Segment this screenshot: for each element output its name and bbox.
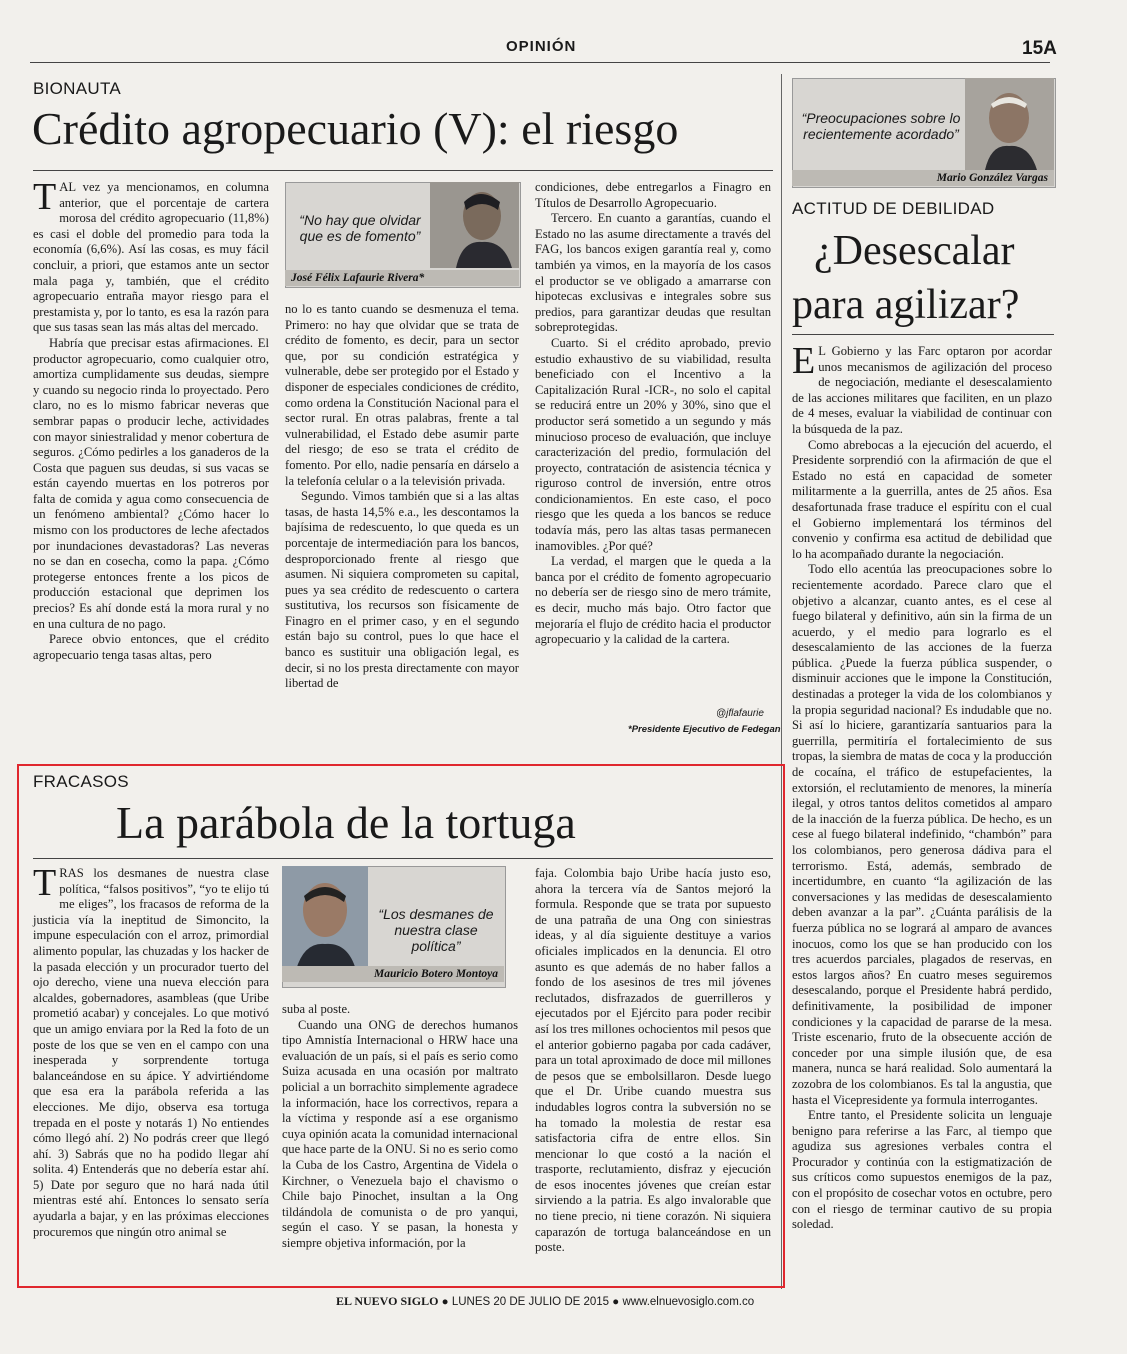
article3-rule <box>33 858 773 859</box>
paragraph: Cuarto. Si el crédito aprobado, previo estudio exhaustivo de su viabilidad, resulta beneficiado con el Incentivo a la Capitalización Rural -ICR-, no solo el capital se reducirá entre un 20% y 30%, sino que el productor será sometido a un segundo y más minucioso proceso de evaluación, que incluye caracterización del predio, formulación del proyecto, contratación de asistencia técnica y riguroso control de inversión, entre otros condicionamientos. En este caso, el poco riesgo que les queda a los bancos se reduce todavía más, pero las altas tasas permanecen inamovibles. ¿Por qué? <box>535 335 771 553</box>
footer-url: www.elnuevosiglo.com.co <box>622 1296 755 1308</box>
drop-cap: T <box>33 176 57 218</box>
portrait-icon <box>430 182 519 268</box>
article1-author: José Félix Lafaurie Rivera* <box>285 270 519 286</box>
article3-quote: “Los desmanes de nuestra clase política” <box>378 906 494 954</box>
article1-handle: @jflafaurie <box>716 708 764 719</box>
page-number: 15A <box>1022 38 1057 59</box>
article1-headline: Crédito agropecuario (V): el riesgo <box>32 103 679 154</box>
article1-kicker: BIONAUTA <box>33 79 122 98</box>
paragraph: faja. Colombia bajo Uribe hacía justo eso, ahora la tercera vía de Santos mejoró la formula. Responde que se trata por supuesto de una patraña de una Ong con siniestras ideas, y al día siguiente destituye a varios oficiales implicados en la denuncia. El otro asunto es que además de no haber fallos a fondo de los asesinos de tres mil jóvenes reclutados, disfrazados de guerrilleros y ejecutados por el Ejército para poder recibir así los tres millones ochocientos mil pesos que el anterior gobierno pagaba por cada cadáver, para un total aproximado de doce mil millones de pesos que se embolsillaron. Desde luego que el Dr. Uribe cuando muestra sus indudables logros contra la subversión no se ha tomado la molestia de restar esa satisfactoria cifra de entre ellos. Sin mencionar lo que costó a la nación el trasporte, reclutamiento, disfraz y ejecución de esos inocentes jóvenes que creían estar sirviendo a la patria. Es algo invalorable que no tiene precio, ni tiene corazón. Ni siquiera caparazón de tortuga balanceándose en un poste. <box>535 866 771 1255</box>
portrait-icon <box>965 78 1054 170</box>
paragraph: Todo ello acentúa las preocupaciones sobre lo recientemente acordado. Parece claro que el objetivo a alcanzar, cuanto antes, es el cese al fuego bilateral y definitivo, aún sin la firma de un acuerdo, y el medio para lograrlo es el desescalamiento de las acciones de la fuerza pública. ¿Puede la fuerza pública suspender, o disminuir acciones que le impone la Constitución, destinadas a proteger la vida de los colombianos y la propia seguridad nacional? Es indudable que no. Si así lo hiciere, garantizaría santuarios para la guerrilla, permitiría el fortalecimiento de sus tropas, la siembra de matas de coca y la producción de cocaína, el tráfico de estupefacientes, la extorsión, el reclutamiento de menores, la minería ilegal, y otros tantos delitos cometidos al amparo de la inacción de la fuerza pública. De hecho, es un cese al fuego bilateral indefinido, “chambón” para los colombianos, pero generosa dádiva para el terrorismo. Está, además, sembrado de incertidumbre, en cuanto “la agilización de las conversaciones y las medidas de desescalamiento deben avanzar a la par”. ¿Cuánta parálisis de la fuerza pública no se logrará al amparo de avances inocuos, como los que se han producido con los tres acuerdos parciales, plagados de reservas, en estos largos años? En cuatro meses seguiremos desescalando, porque el Presidente habrá perdido, definitivamente, la posibilidad de imponer condiciones y la capacidad de pararse de la mesa. Triste escenario, fruto de la obsecuente acción de conceder por una simple ilusión que, de esa manera, nunca se hará realidad. Solo aumentará la zozobra de los colombianos. Es tal la angustia, que hasta el Vicepresidente ya formula interrogantes. <box>792 562 1052 1107</box>
paragraph: RAS los desmanes de nuestra clase política, “falsos positivos”, “yo te elijo tú me eliges”, los fracasos de reforma de la justicia vía la ineptitud de Simoncito, la impune especulación con el arroz, primordial alimento popular, las chuzadas y los hacker de la pasada elección y un procurador tuerto del ojo derecho, viene una nueva elección para alcaldes, gobernadores, asambleas (que Uribe prometió acabar) y concejales. Lo que motivó que un amigo enviara por la Red la foto de un poste de los que se ven en el campo con una inesperada y sorprendente tortuga balanceándose en su ápice. Y advirtiéndome que esa era la parábola referida a las elecciones. Me dijo, observa esa tortuga trepada en el poste y notarás 1) No entiendes cómo llegó ahí. 2) No podrás creer que llegó ahí. 3) Sabrás que no ha podido llegar ahí solita. 4) Entenderás que no debería estar ahí. 5) Date por seguro que no hará nada útil mientras esté ahí. Entonces lo sensato sería ayudarla a bajar, y en las próximas elecciones procuremos que ningún otro animal se <box>33 866 269 1239</box>
article1-column-1 <box>33 176 269 663</box>
author-photo <box>282 866 368 970</box>
footer <box>336 1294 754 1309</box>
article2-author: Mario González Vargas <box>792 170 1054 186</box>
paragraph: Parece obvio entonces, que el crédito agropecuario tenga tasas altas, pero <box>33 632 269 662</box>
header-rule <box>30 62 1050 63</box>
article3-column-2 <box>282 1002 518 1252</box>
paragraph: Segundo. Vimos también que si a las altas tasas, de hasta 14,5% e.a., les descontamos la bajísima de redescuento, lo que queda es un porcentaje de intermediación para los bancos, desproporcionado frente al riesgo que asumen. Ni siquiera comprometen su capital, pues ya sea crédito de redescuento o cartera sustitutiva, los recursos son físicamente de Finagro en el primer caso, y en el segundo están bajo su control, pues lo que hace el banco es sustituir una obligación legal, es decir, si no los presta directamente con mayor libertad de <box>285 489 519 691</box>
section-header: OPINIÓN <box>506 38 577 55</box>
paragraph: L Gobierno y las Farc optaron por acordar unos mecanismos de agilización del proceso de negociación, mediante el desescalamiento de las acciones militares que faciliten, en un plazo de 4 meses, evaluar la viabilidad de continuar con la búsqueda de la paz. <box>792 344 1052 436</box>
paragraph: Cuando una ONG de derechos humanos tipo Amnistía Internacional o HRW hace una evaluación de un país, si el país es serio como Suiza acusada en una ocasión por maltrato policial a un borrachito simplemente agradece la información, hace los correctivos, repara a la víctima y responde así a ese organismo cuya opinión acata la comunidad internacional que hace parte de la ONU. Si no es serio como la Cuba de los Castro, Argentina de Videla o Kirchner, o Venezuela bajo el chavismo o Chile bajo Pinochet, insultan a la Ong tildándola de comunista o de pro yanqui, según el caso. Y se pasan, la honesta y siempre objetiva información, por la <box>282 1017 518 1250</box>
paragraph: suba al poste. <box>282 1002 351 1016</box>
author-photo <box>430 182 519 268</box>
paragraph: Habría que precisar estas afirmaciones. El productor agropecuario, como cualquier otro, amortiza cumplidamente sus deudas, siempre y cuando su negocio rinda lo proyectado. Pero claro, no es lo mismo fabricar neveras que sembrar papas o producir leche, actividades con mayor siniestralidad y menor cobertura de seguros. ¿Cómo pedirles a los ganaderos de la Costa que paguen sus deudas, si sus vacas se están cayendo muertas en los potreros por falta de comida y agua como consecuencia de un fenómeno ambiental? ¿Cómo hacer lo mismo con los productores de leche afectados por inundaciones devastadoras? Las neveras no se dan en cosecha, como la papa. ¿Cómo protegerse entonces frente a los picos de producción estacional que deprimen los precios? Es ahí donde está la mora rural y no en una cultura de no pago. <box>33 335 269 631</box>
paragraph: condiciones, debe entregarlos a Finagro en Títulos de Desarrollo Agropecuario. <box>535 180 771 210</box>
author-photo <box>965 78 1054 170</box>
article2-headline-line2: para agilizar? <box>792 282 1020 328</box>
bullet-icon: ● <box>612 1296 620 1308</box>
article2-quote: “Preocupaciones sobre lo recientemente acordado” <box>801 110 961 142</box>
article2-rule <box>792 334 1054 335</box>
article3-author: Mauricio Botero Montoya <box>282 966 504 982</box>
article1-footnote: *Presidente Ejecutivo de Fedegan <box>628 724 781 735</box>
article2-kicker: ACTITUD DE DEBILIDAD <box>792 199 995 218</box>
paragraph: Como abrebocas a la ejecución del acuerdo, el Presidente sorprendió con la afirmación de que el Estado no está en capacidad de someter militarmente a la guerrilla, antes de 25 años. Esa desafortunada frase traduce el espíritu con el cual el Gobierno implementará los términos del convenio y confirma esa actitud de debilidad que lo ha acompañado durante la negociación. <box>792 437 1052 561</box>
bullet-icon: ● <box>441 1296 449 1308</box>
footer-date: LUNES 20 DE JULIO DE 2015 <box>451 1296 610 1308</box>
article2-column <box>792 340 1052 1233</box>
paragraph: no lo es tanto cuando se desmenuza el tema. Primero: no hay que olvidar que se trata de crédito de fomento, es decir, para un sector que, por su condición estratégica y vulnerable, debe ser protegido por el Estado y disponer de especiales condiciones de crédito, como ordena la Constitución Nacional para el sector rural. En otras palabras, frente a tal vulnerabilidad, el Estado debe asumir parte del riesgo; de eso se trata el crédito de fomento. Por ello, nadie pensaría en dárselo a la telefonía celular o a la televisión privada. <box>285 302 519 488</box>
article3-kicker: FRACASOS <box>33 772 129 791</box>
article3-column-3 <box>535 866 771 1256</box>
drop-cap: T <box>33 862 57 904</box>
drop-cap: E <box>792 340 816 382</box>
portrait-icon <box>282 866 368 970</box>
paragraph: La verdad, el margen que le queda a la banca por el crédito de fomento agropecuario no debería ser de riesgo sino de mero trámite, es decir, mucho más bajo. Otro factor que mejoraría el flujo de crédito hacia el productor agropecuario y la calidad de la cartera. <box>535 554 771 647</box>
article3-headline: La parábola de la tortuga <box>116 797 576 848</box>
article1-quote: “No hay que olvidar que es de fomento” <box>299 212 421 244</box>
article1-column-3 <box>535 180 771 648</box>
article3-column-1 <box>33 862 269 1240</box>
paragraph: Tercero. En cuanto a garantías, cuando el Estado no las asume directamente a través del FAG, los bancos exigen garantía real y, como también ya vimos, en la mayoría de los casos el productor se ve obligado a amarrarse con hipotecas exclusivas e integrales sobre sus predios, para garantizar deudas que resultan sobreprotegidas. <box>535 211 771 335</box>
footer-brand: EL NUEVO SIGLO <box>336 1294 439 1308</box>
article1-rule <box>33 170 773 171</box>
paragraph: Entre tanto, el Presidente solicita un lenguaje benigno para referirse a las Farc, al tiempo que agudiza sus agresiones verbales contra el Procurador y continúa con la estigmatización de sus críticos como supuestos enemigos de la paz, con el propósito de cosechar votos en octubre, pero con el riesgo de terminar cautivo de su propia soledad. <box>792 1108 1052 1232</box>
article2-headline-line1: ¿Desescalar <box>814 228 1015 274</box>
paragraph: AL vez ya mencionamos, en columna anterior, que el porcentaje de cartera morosa del crédito agropecuario (11,8%) es casi el doble del promedio para toda la economía (6,6%). Así las cosas, es muy fácil concluir, a priori, que estamos ante un sector mala paga y, también, que el crédito agropecuario entraña mayor riesgo para el prestamista y, por lo tanto, es esa la razón para que sus tasas sean las más altas del mercado. <box>33 180 269 335</box>
article1-column-2 <box>285 302 519 692</box>
